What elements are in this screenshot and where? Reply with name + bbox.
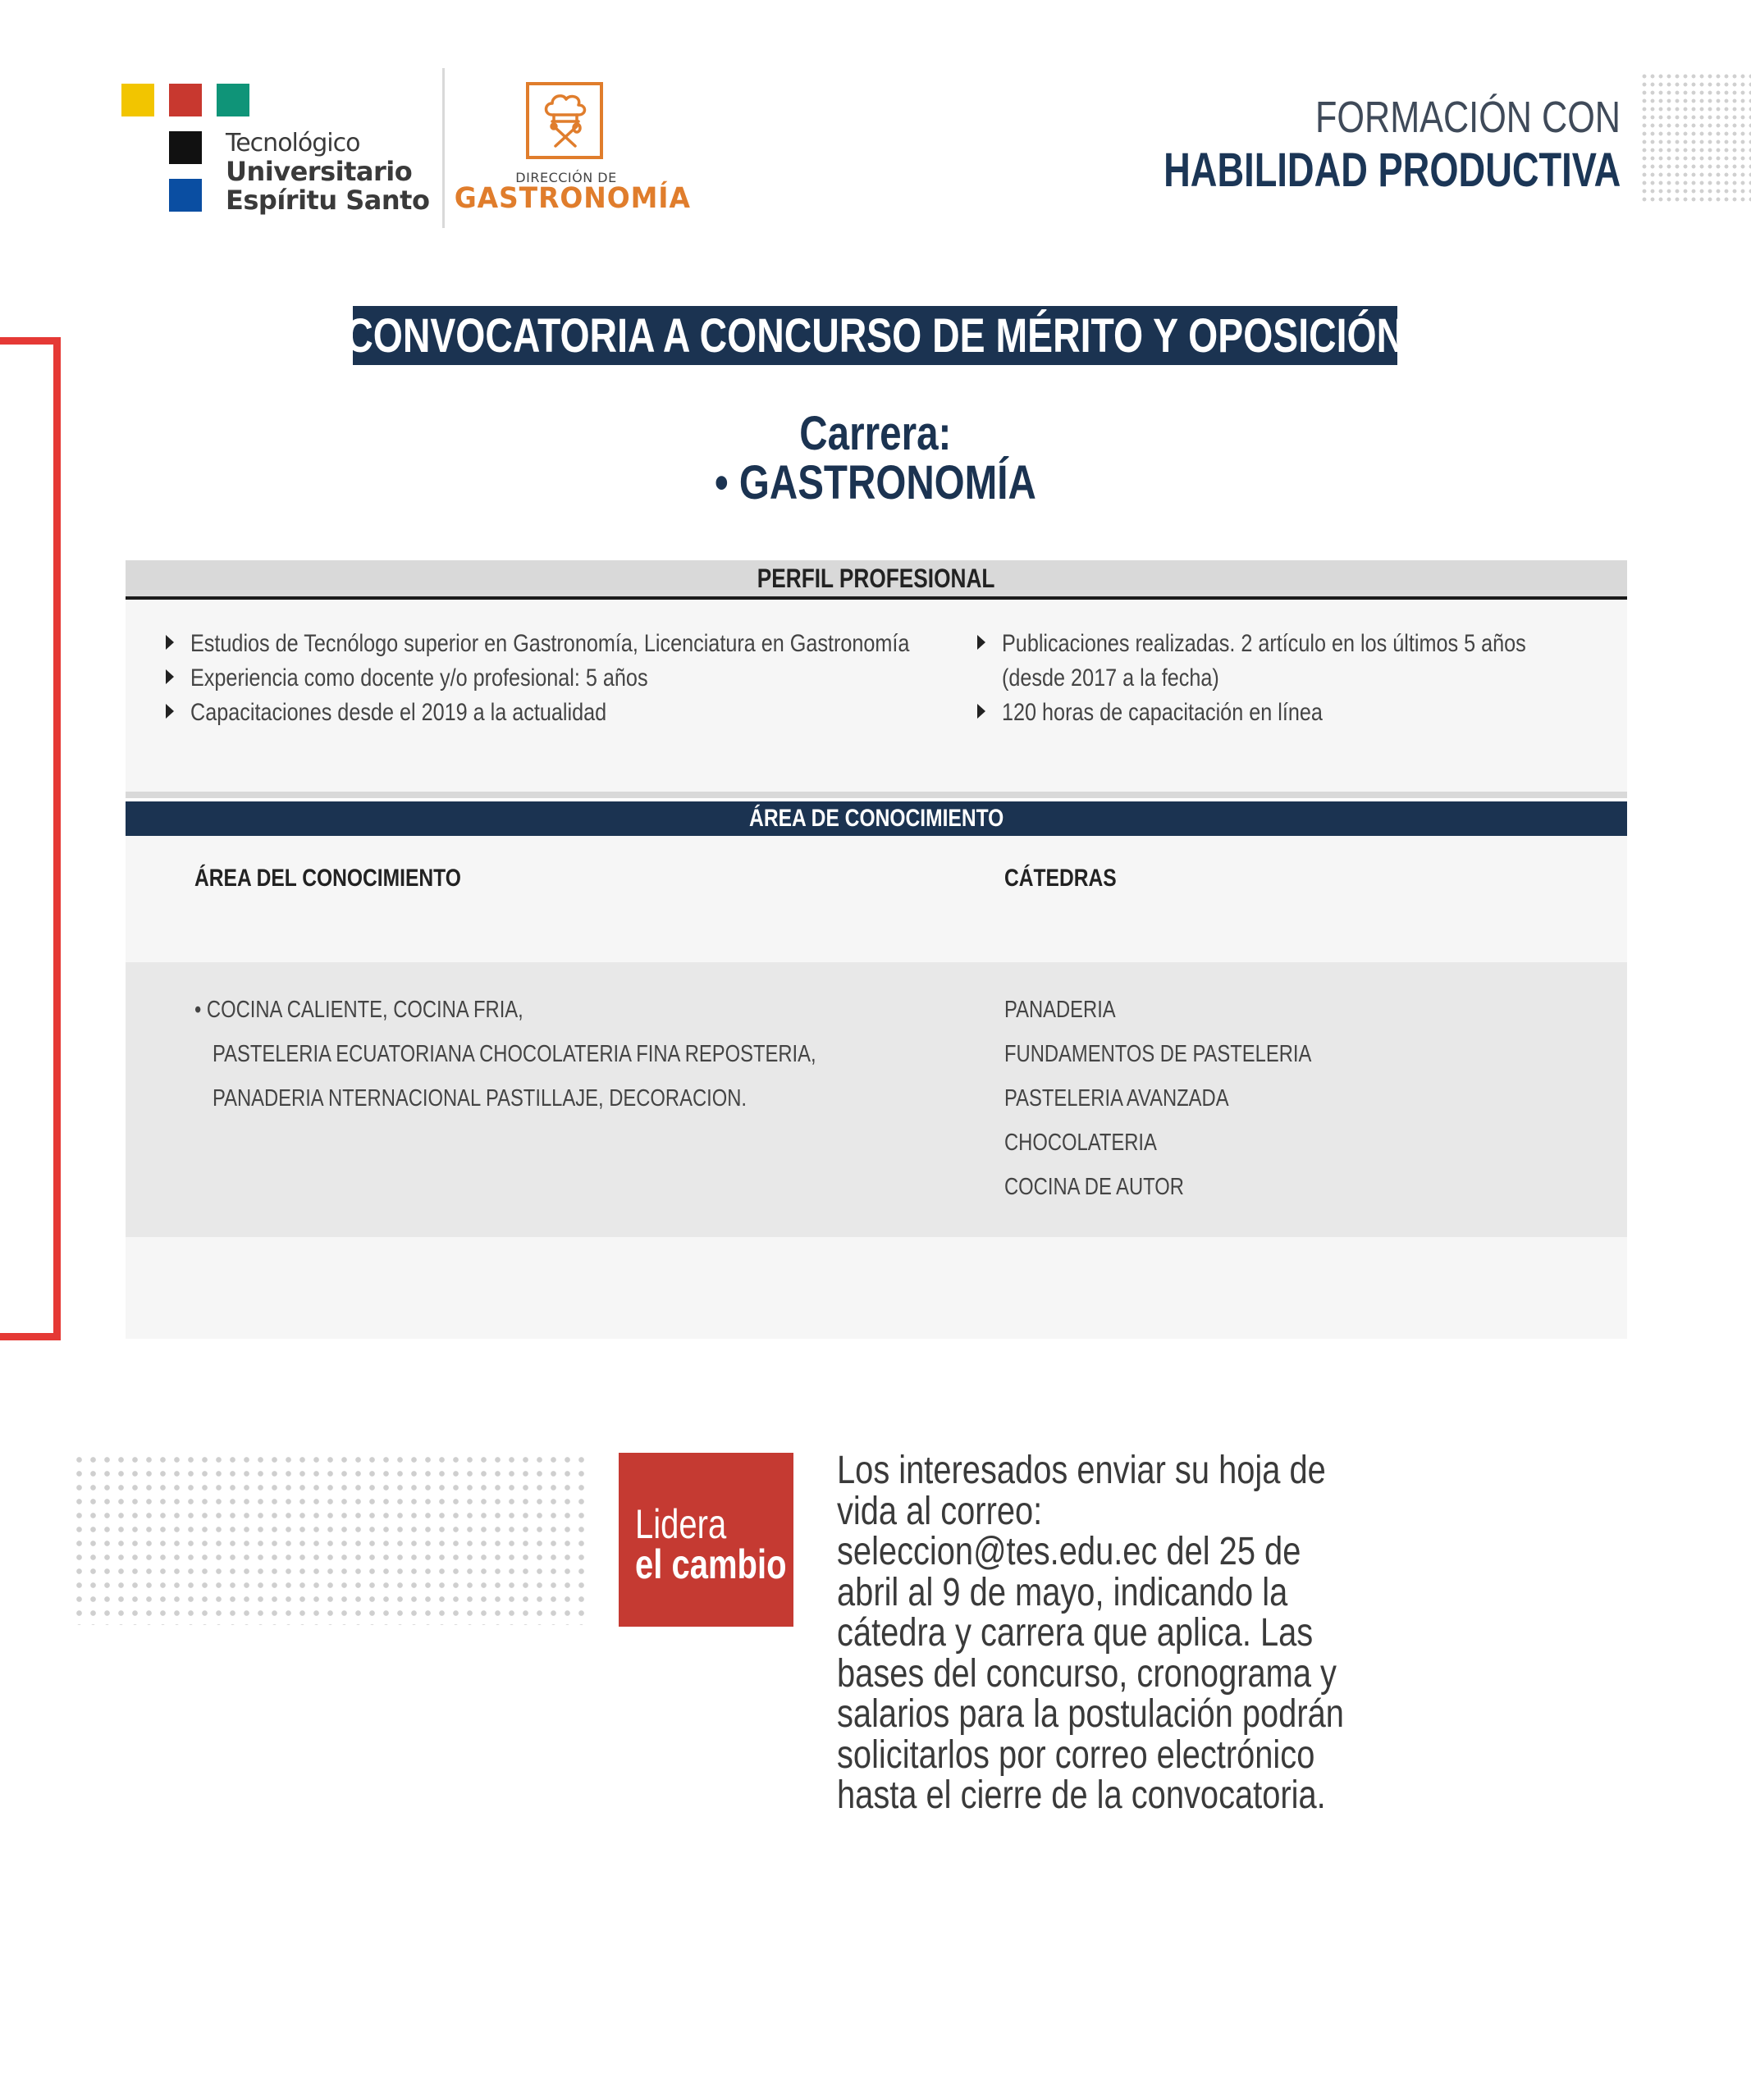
perfil-right-list xyxy=(974,627,1625,730)
career-name xyxy=(0,455,1751,510)
list-item: Estudios de Tecnólogo superior en Gastronomía, Licenciatura en Gastronomía xyxy=(162,627,1046,661)
cta-word1: Lidera xyxy=(635,1501,727,1547)
slogan-line1: FORMACIÓN CON xyxy=(1315,93,1621,142)
cta-badge xyxy=(619,1453,793,1627)
info-line: cátedra y carrera que aplica. Las xyxy=(837,1611,1314,1655)
career-name-text: • GASTRONOMÍA xyxy=(715,456,1036,509)
info-line: bases del concurso, cronograma y xyxy=(837,1651,1337,1696)
perfil-heading xyxy=(126,560,1627,600)
logo-square-blue xyxy=(169,179,202,212)
page-title: CONVOCATORIA A CONCURSO DE MÉRITO Y OPOSICIÓN xyxy=(345,308,1405,363)
area-footer-band xyxy=(126,1237,1627,1339)
column-header-area: ÁREA DEL CONOCIMIENTO xyxy=(194,865,461,892)
perfil-body xyxy=(126,600,1627,798)
list-item: Capacitaciones desde el 2019 a la actualidad xyxy=(162,696,1046,730)
catedra-item: PASTELERIA AVANZADA xyxy=(1004,1085,1229,1112)
area-line: PANADERIA NTERNACIONAL PASTILLAJE, DECORACION. xyxy=(213,1085,747,1112)
perfil-left-list xyxy=(162,627,1046,730)
area-heading-text: ÁREA DE CONOCIMIENTO xyxy=(748,805,1004,832)
list-item-continuation: (desde 2017 a la fecha) xyxy=(1002,664,1219,692)
catedra-item: FUNDAMENTOS DE PASTELERIA xyxy=(1004,1041,1312,1067)
info-line: salarios para la postulación podrán xyxy=(837,1692,1344,1736)
catedra-item: COCINA DE AUTOR xyxy=(1004,1174,1184,1200)
area-heading xyxy=(126,801,1627,836)
slogan-line2: HABILIDAD PRODUCTIVA xyxy=(1163,144,1621,197)
info-line: seleccion@tes.edu.ec del 25 de xyxy=(837,1530,1301,1573)
area-column-headers xyxy=(126,836,1627,962)
institution-name-line1: Tecnológico xyxy=(226,129,360,158)
info-line: Los interesados enviar su hoja de xyxy=(837,1449,1326,1492)
department-label-small: DIRECCIÓN DE xyxy=(515,170,617,185)
info-line: hasta el cierre de la convocatoria. xyxy=(837,1774,1326,1817)
dot-pattern-top-right xyxy=(1640,72,1751,203)
info-line: solicitarlos por correo electrónico xyxy=(837,1732,1315,1777)
logo-square-green xyxy=(217,84,249,116)
logo-square-yellow xyxy=(121,84,154,116)
list-item: Experiencia como docente y/o profesional: 5 años xyxy=(162,661,1046,696)
logo-square-red xyxy=(169,84,202,116)
dot-pattern-bottom-left xyxy=(72,1453,587,1625)
area-line: • COCINA CALIENTE, COCINA FRIA, xyxy=(194,997,523,1023)
info-line: abril al 9 de mayo, indicando la xyxy=(837,1570,1288,1614)
catedra-item: CHOCOLATERIA xyxy=(1004,1130,1157,1156)
career-label-text: Carrera: xyxy=(799,407,952,460)
logo-divider xyxy=(442,68,445,228)
catedra-item: PANADERIA xyxy=(1004,997,1116,1023)
application-info xyxy=(837,1450,1428,1816)
department-label-main: GASTRONOMÍA xyxy=(454,182,691,215)
list-item: 120 horas de capacitación en línea xyxy=(974,696,1625,730)
institution-name-line2: Universitario xyxy=(226,156,413,187)
list-item: Publicaciones realizadas. 2 artículo en los últimos 5 años xyxy=(974,627,1625,661)
career-label xyxy=(0,406,1751,461)
area-line: PASTELERIA ECUATORIANA CHOCOLATERIA FINA REPOSTERIA, xyxy=(213,1041,816,1067)
logo-square-black xyxy=(169,131,202,164)
cta-word2: el cambio xyxy=(635,1541,787,1587)
column-header-catedras: CÁTEDRAS xyxy=(1004,865,1117,892)
info-line: vida al correo: xyxy=(837,1489,1043,1533)
perfil-heading-text: PERFIL PROFESIONAL xyxy=(757,563,995,593)
chef-hat-utensils-icon xyxy=(526,82,603,159)
institution-name xyxy=(226,129,429,215)
title-banner xyxy=(345,306,1405,365)
institution-name-line3: Espíritu Santo xyxy=(226,185,430,216)
